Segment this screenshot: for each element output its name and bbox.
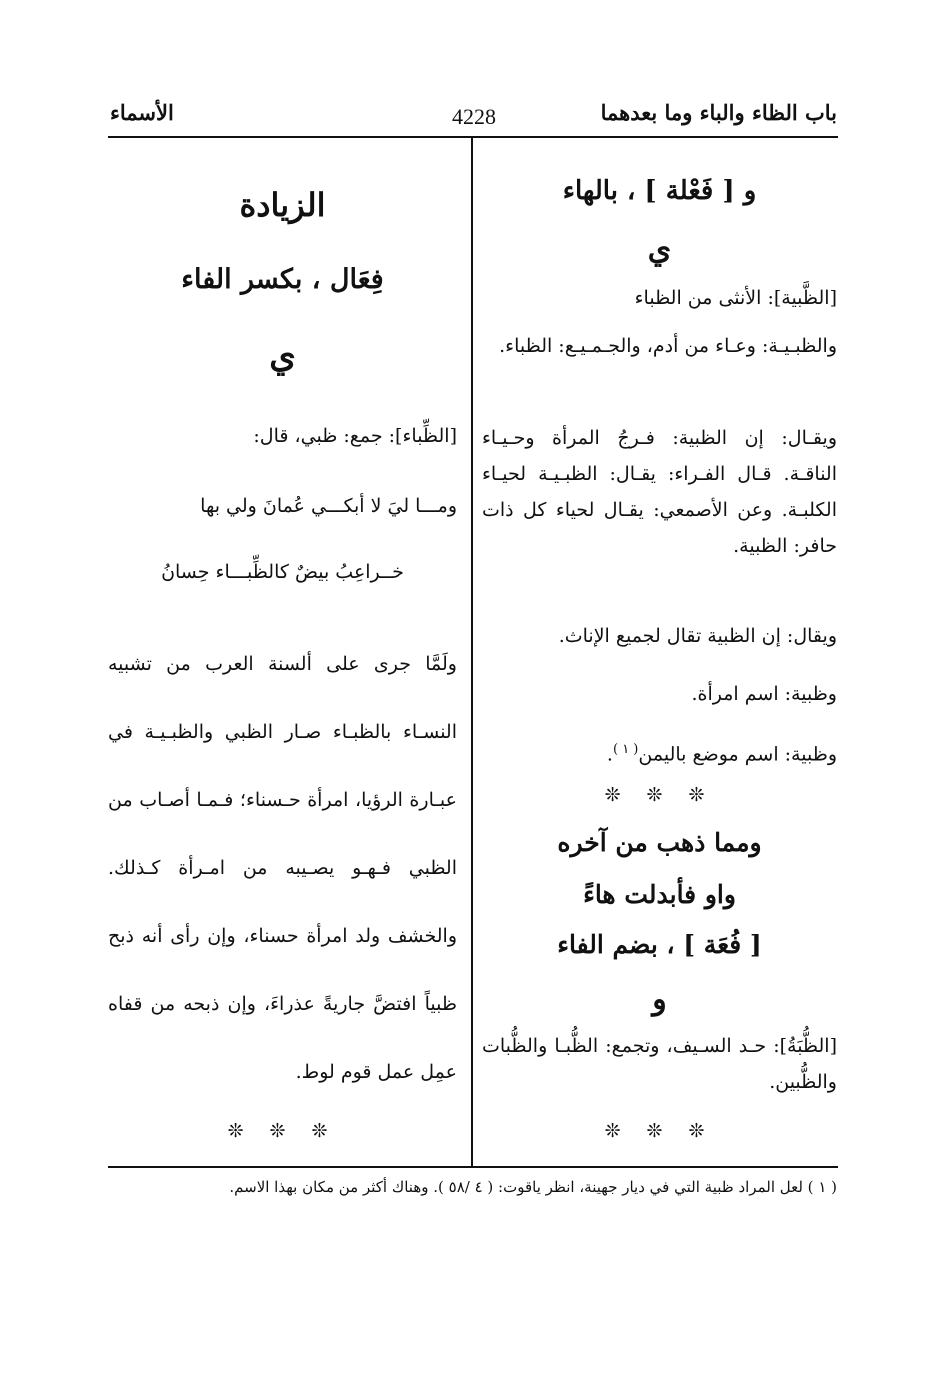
entry-text bbox=[482, 732, 837, 772]
section-heading: واو فأبدلت هاءً bbox=[583, 880, 736, 909]
entry-text-end: . bbox=[606, 743, 613, 766]
footnote-reference: ( ١ ) bbox=[612, 742, 639, 757]
letter-heading: ي bbox=[269, 336, 296, 376]
entry-text: ولَمَّا جرى على ألسنة العرب من تشبيه النسـاء بالظبـاء صـار الظبي والظبـيـة في عبـارة الرؤيا، امرأة حـسناء؛ فـمـا أصـاب من الظبي فـهـو يصـيبه من امـرأة كـذلك. والخشف ولد امرأة حسناء، وإن رأى أنه ذبح ظبياً افتضَّ جاريةً عذراءَ، وإن ذبحه من قفاه عمِل عمل قوم لوط. bbox=[108, 653, 457, 1083]
poetry-verse: ومـــا ليَ لا أبكـــي عُمانَ ولي بها bbox=[200, 495, 457, 517]
letter-heading: ي bbox=[647, 232, 672, 267]
section-heading: و [ فَعْلة ] ، بالهاء bbox=[562, 176, 757, 206]
header-rule bbox=[108, 136, 838, 138]
entry-text: ويقـال: إن الظبية: فـرجُ المرأة وحـيـاء الناقـة. قـال الفـراء: يقـال: الظبـيـة لحيـاء الكلبـة. وعن الأصمعي: يقـال لحياء كل ذات حافر: الظبية. bbox=[482, 427, 837, 557]
section-separator: ❊ ❊ ❊ bbox=[227, 1120, 338, 1142]
poetry-verse: خــراعِبُ بيضٌ كالظِّبـــاء حِسانُ bbox=[161, 561, 404, 583]
section-heading: فِعَال ، بكسر الفاء bbox=[181, 264, 384, 295]
section-separator: ❊ ❊ ❊ bbox=[604, 784, 715, 806]
entry-text: ويقال: إن الظبية تقال لجميع الإناث. bbox=[558, 625, 837, 647]
page-number: 4228 bbox=[452, 104, 496, 129]
section-heading: ومما ذهب من آخره bbox=[557, 828, 762, 857]
running-header-chapter: باب الظاء والباء وما بعدهما bbox=[600, 100, 837, 125]
running-header-section: الأسماء bbox=[110, 100, 174, 125]
entry-text: والظبـيـة: وعـاء من أدم، والجـمـيـع: الظباء. bbox=[499, 335, 837, 357]
letter-heading: و bbox=[652, 982, 667, 1017]
section-heading: [ فُعَة ] ، بضم الفاء bbox=[557, 930, 762, 959]
footnote-rule bbox=[108, 1166, 838, 1168]
footnote: ( ١ ) لعل المراد ظبية التي في ديار جهينة، انظر ياقوت: ( ٤ /٥٨ ). وهناك أكثر من مكان بهذا الاسم. bbox=[229, 1178, 837, 1196]
section-separator: ❊ ❊ ❊ bbox=[604, 1120, 715, 1142]
entry-text: [الظِّباء]: جمع: ظبي، قال: bbox=[253, 425, 457, 447]
section-heading: الزيادة bbox=[239, 186, 326, 224]
column-divider bbox=[471, 136, 473, 1166]
entry-text: وظبية: اسم امرأة. bbox=[691, 683, 837, 705]
entry-text: [الظَّبية]: الأنثى من الظباء bbox=[634, 287, 837, 309]
entry-text-body: وظبية: اسم موضع باليمن bbox=[638, 743, 837, 766]
entry-text: [الظُّبَةُ]: حـد السـيف، وتجمع: الظُّبـا والظُّبات والظُّبين. bbox=[482, 1035, 837, 1093]
